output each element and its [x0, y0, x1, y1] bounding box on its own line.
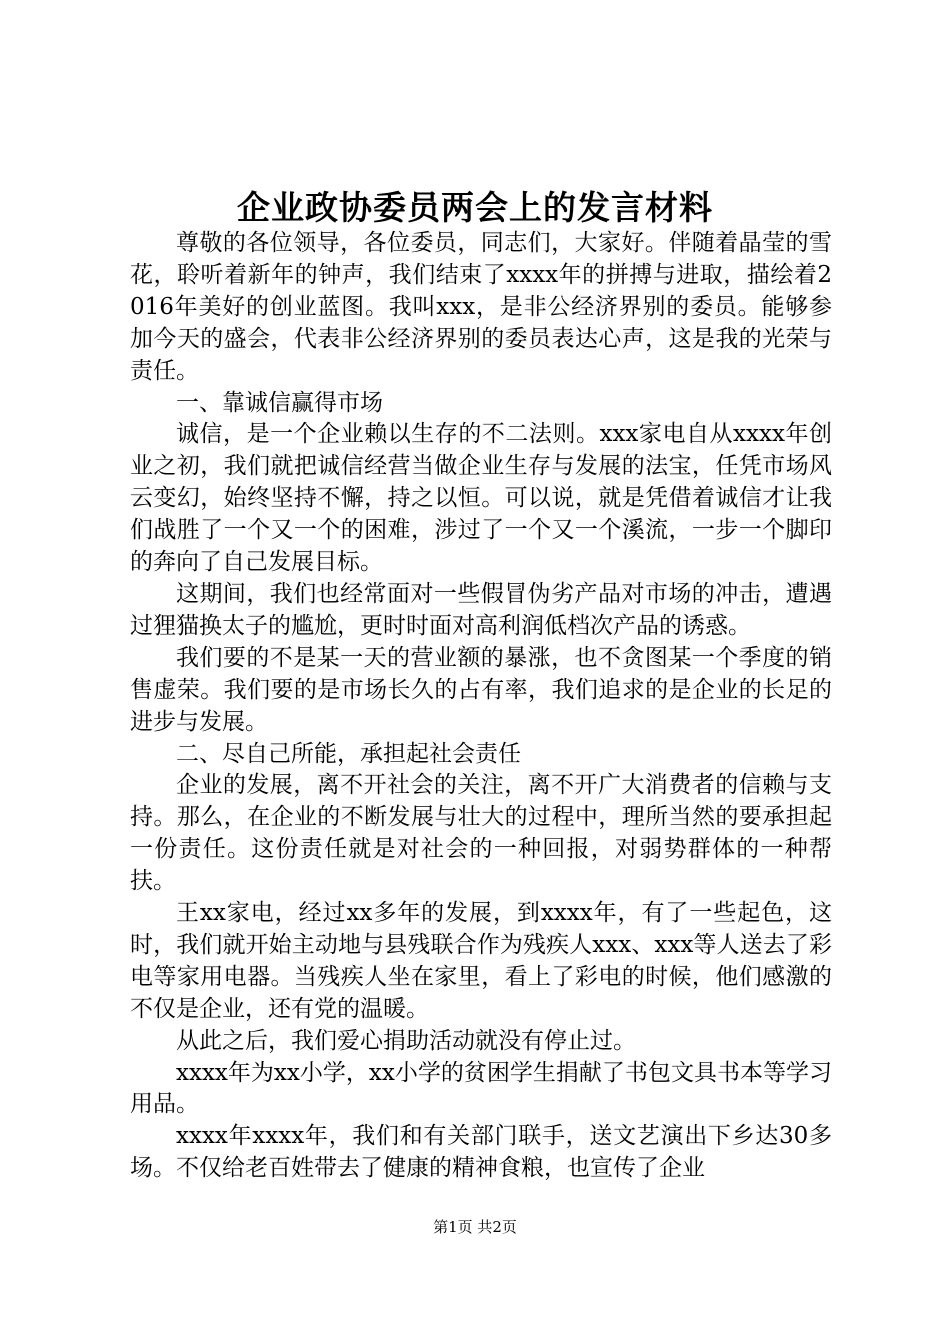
- section-heading-integrity: 一、靠诚信赢得市场: [176, 389, 383, 416]
- section-heading-social-responsibility: 二、尽自己所能，承担起社会责任: [176, 740, 521, 767]
- document-body: [130, 228, 832, 1185]
- paragraph-market-goals: 我们要的不是某一天的营业额的暴涨，也不贪图某一个季度的销售虚荣。我们要的是市场长久的占有率，我们追求的是企业的长足的进步与发展。: [130, 644, 832, 735]
- document-title: 企业政协委员两会上的发言材料: [237, 188, 713, 227]
- paragraph-donation-history: 王xx家电，经过xx多年的发展，到xxxx年，有了一些起色，这时，我们就开始主动地与县残联合作为残疾人xxx、xxx等人送去了彩电等家用电器。当残疾人坐在家里，看上了彩电的时候，他们感激的不仅是企业，还有党的温暖。: [130, 900, 832, 1022]
- paragraph-performances: xxxx年xxxx年，我们和有关部门联手，送文艺演出下乡达30多场。不仅给老百姓带去了健康的精神食粮，也宣传了企业: [130, 1123, 832, 1182]
- paragraph-greeting: 尊敬的各位领导，各位委员，同志们，大家好。伴随着晶莹的雪花，聆听着新年的钟声，我们结束了xxxx年的拼搏与进取，描绘着2016年美好的创业蓝图。我叫xxx，是非公经济界别的委员。能够参加今天的盛会，代表非公经济界别的委员表达心声，这是我的光荣与责任。: [130, 230, 832, 384]
- page-number-footer: 第1页 共2页: [433, 1218, 517, 1236]
- paragraph-market-challenges: 这期间，我们也经常面对一些假冒伪劣产品对市场的冲击，遭遇过狸猫换太子的尴尬，更时时面对高利润低档次产品的诱惑。: [130, 580, 832, 639]
- paragraph-integrity: 诚信，是一个企业赖以生存的不二法则。xxx家电自从xxxx年创业之初，我们就把诚信经营当做企业生存与发展的法宝，任凭市场风云变幻，始终坚持不懈，持之以恒。可以说，就是凭借着诚信才让我们战胜了一个又一个的困难，涉过了一个又一个溪流，一步一个脚印的奔向了自己发展目标。: [130, 421, 832, 576]
- paragraph-ongoing-donations: 从此之后，我们爱心捐助活动就没有停止过。: [176, 1027, 636, 1054]
- paragraph-school-donation: xxxx年为xx小学，xx小学的贫困学生捐献了书包文具书本等学习用品。: [130, 1059, 832, 1118]
- paragraph-responsibility: 企业的发展，离不开社会的关注，离不开广大消费者的信赖与支持。那么，在企业的不断发展与壮大的过程中，理所当然的要承担起一份责任。这份责任就是对社会的一种回报，对弱势群体的一种帮扶。: [130, 772, 832, 895]
